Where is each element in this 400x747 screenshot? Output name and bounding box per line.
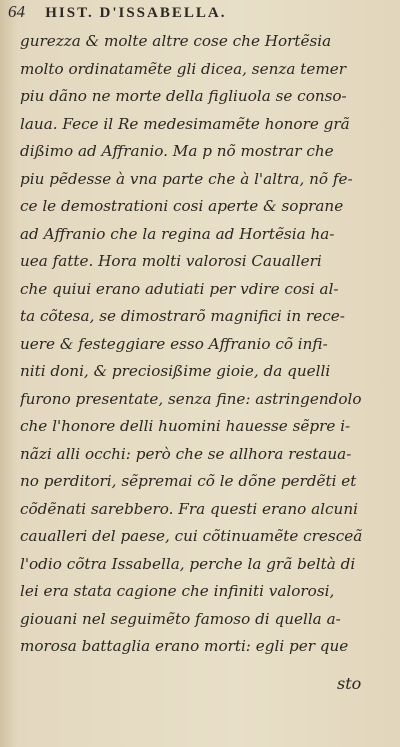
text-line: gurezza & molte altre cose che Hortẽsia	[20, 32, 332, 50]
text-line: no perditori, sẽpremai cõ le dõne perdẽti et	[20, 472, 357, 490]
text-line: l'odio cõtra Issabella, perche la grã beltà di	[20, 554, 356, 573]
text-line: ce le demostrationi cosi aperte & soprane	[20, 197, 344, 215]
text-line: che l'honore delli huomini hauesse sẽpre i-	[20, 417, 351, 435]
text-line: caualleri del paese, cui cõtinuamẽte cresceã	[20, 527, 363, 545]
text-line: giouani nel seguimẽto famoso di quella a-	[20, 609, 341, 628]
text-line: ta cõtesa, se dimostrarõ magnifici in rece-	[20, 307, 345, 325]
text-line: lei era stata cagione che infiniti valorosi,	[20, 582, 335, 600]
text-line: che quiui erano adutiati per vdire cosi al-	[20, 279, 339, 298]
text-line: dißimo ad Affranio. Ma p nõ mostrar che	[20, 142, 334, 160]
text-line: nãzi alli occhi: però che se allhora restaua-	[20, 444, 352, 463]
text-line: uea fatte. Hora molti valorosi Caualleri	[20, 252, 322, 270]
text-line: furono presentate, senza fine: astringendolo	[20, 389, 362, 408]
text-line: molto ordinatamẽte gli dicea, senza temer	[20, 59, 346, 78]
text-line: uere & festeggiare esso Affranio cõ infi-	[20, 334, 328, 353]
catchword: sto	[337, 674, 362, 693]
text-line: cõdẽnati sarebbero. Fra questi erano alcuni	[20, 499, 358, 518]
text-line: piu pẽdesse à vna parte che à l'altra, nõ fe-	[20, 169, 353, 188]
body-text	[20, 28, 372, 661]
text-line: niti doni, & preciosißime gioie, da quelli	[20, 362, 331, 380]
text-line: piu dãno ne morte della figliuola se conso-	[20, 87, 347, 105]
text-line: ad Affranio che la regina ad Hortẽsia ha-	[20, 224, 335, 243]
text-line: laua. Fece il Re medesimamẽte honore grã	[20, 114, 350, 133]
page-number: 64	[8, 2, 25, 21]
running-head	[8, 2, 338, 28]
running-title: HIST. D'ISSABELLA.	[45, 5, 227, 21]
text-line: morosa battaglia erano morti: egli per que	[20, 637, 349, 655]
